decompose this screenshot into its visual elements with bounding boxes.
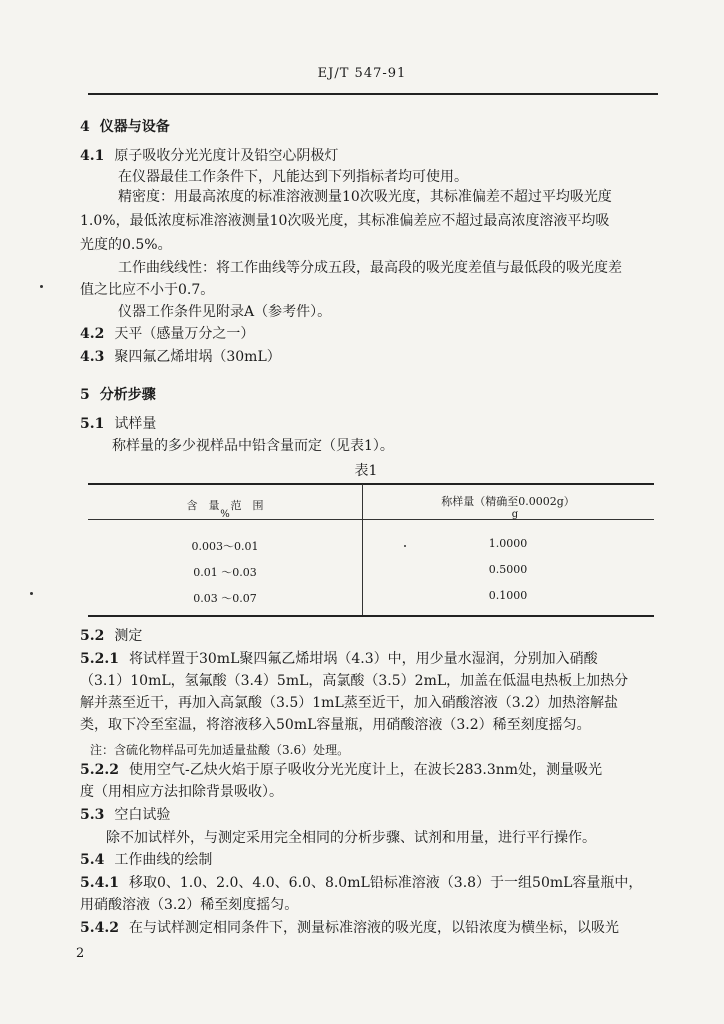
table-header-mass-unit: g <box>511 509 519 520</box>
section-5-1-title: 试样量 <box>114 416 157 432</box>
paragraph-instrument-conditions: 仪器工作条件见附录A（参考件）。 <box>118 304 332 320</box>
section-4-title: 仪器与设备 <box>99 119 170 135</box>
section-5-2-1-line3: 解并蒸至近干，再加入高氯酸（3.5）1mL蒸至近干，加入硝酸溶液（3.2）加热溶解盐 <box>80 695 619 711</box>
section-5-3-number: 5.3 <box>80 807 105 823</box>
section-5-1-heading <box>80 415 156 433</box>
section-5-title: 分析步骤 <box>99 387 156 403</box>
section-5-2-2-line1 <box>80 761 602 779</box>
page-number: 2 <box>76 946 85 961</box>
section-4-number: 4 <box>80 119 90 135</box>
table-1-title: 表1 <box>354 463 378 479</box>
section-5-2-1-line2: （3.1）10mL，氢氟酸（3.4）5mL，高氯酸（3.5）2mL，加盖在低温电热板上加热分 <box>80 673 629 689</box>
table-cell-range: 0.03 ～0.07 <box>193 592 257 605</box>
table-header-mass: 称样量（精确至0.0002g） <box>441 495 575 508</box>
table-cell-range: 0.01 ～0.03 <box>193 566 257 579</box>
table-top-rule <box>88 483 654 485</box>
section-5-4-number: 5.4 <box>80 852 105 868</box>
paragraph-blank-test: 除不加试样外，与测定采用完全相同的分析步骤、试剂和用量，进行平行操作。 <box>106 830 596 846</box>
section-5-2-number: 5.2 <box>80 628 105 644</box>
scan-speck <box>30 592 33 595</box>
section-4-3-title: 聚四氟乙烯坩埚（30mL） <box>114 349 281 365</box>
table-header-range: 含 量 范 围 <box>186 499 264 512</box>
section-5-2-2-number: 5.2.2 <box>80 762 119 778</box>
section-5-4-2-text-1: 在与试样测定相同条件下，测量标准溶液的吸光度，以铅浓度为横坐标，以吸光 <box>128 920 619 936</box>
section-5-4-2-line1 <box>80 919 619 937</box>
paragraph-precision-line2: 1.0%，最低浓度标准溶液测量10次吸光度，其标准偏差应不超过最高浓度溶液平均吸 <box>80 213 610 229</box>
section-4-2-title: 天平（感量万分之一） <box>114 326 255 342</box>
section-5-heading <box>80 386 156 404</box>
table-cell-mass: 0.5000 <box>488 563 528 576</box>
table-cell-mass: 0.1000 <box>488 589 528 602</box>
section-4-3-number: 4.3 <box>80 349 105 365</box>
paragraph-conditions: 在仪器最佳工作条件下，凡能达到下列指标者均可使用。 <box>118 169 468 185</box>
section-5-2-title: 测定 <box>114 628 143 644</box>
section-5-3-heading <box>80 806 170 824</box>
table-header-range-unit: % <box>220 509 230 520</box>
section-5-4-1-text-1: 移取0、1.0、2.0、4.0、6.0、8.0mL铅标准溶液（3.8）于一组50mL容量瓶中， <box>128 875 643 891</box>
section-4-3-heading <box>80 348 281 366</box>
paragraph-linearity-line1: 工作曲线线性：将工作曲线等分成五段，最高段的吸光度差值与最低段的吸光度差 <box>118 260 622 276</box>
section-5-2-1-line4: 类，取下冷至室温，将溶液移入50mL容量瓶，用硝酸溶液（3.2）稀至刻度摇匀。 <box>80 717 591 733</box>
section-5-2-2-line2: 度（用相应方法扣除背景吸收）。 <box>80 784 283 800</box>
note: 注：含硫化物样品可先加适量盐酸（3.6）处理。 <box>90 743 350 757</box>
paragraph-linearity-line2: 值之比应不小于0.7。 <box>80 282 215 298</box>
paragraph-precision-line3: 光度的0.5%。 <box>80 237 172 253</box>
section-5-4-title: 工作曲线的绘制 <box>114 852 213 868</box>
table-bottom-rule <box>88 615 654 617</box>
section-4-2-number: 4.2 <box>80 326 105 342</box>
section-4-2-heading <box>80 325 254 343</box>
section-5-4-1-line2: 用硝酸溶液（3.2）稀至刻度摇匀。 <box>80 897 299 913</box>
scan-speck <box>404 545 406 547</box>
section-5-4-1-number: 5.4.1 <box>80 875 119 891</box>
section-5-number: 5 <box>80 387 90 403</box>
section-5-4-heading <box>80 851 212 869</box>
section-5-2-1-text-1: 将试样置于30mL聚四氟乙烯坩埚（4.3）中，用少量水湿润，分别加入硝酸 <box>128 651 598 667</box>
section-5-3-title: 空白试验 <box>114 807 171 823</box>
paragraph-sample-mass: 称样量的多少视样品中铅含量而定（见表1）。 <box>112 438 394 454</box>
section-5-2-1-line1 <box>80 650 598 668</box>
section-4-1-title: 原子吸收分光光度计及铅空心阴极灯 <box>114 148 339 164</box>
section-4-1-heading <box>80 147 338 165</box>
scan-speck <box>40 285 43 288</box>
section-4-heading <box>80 118 170 136</box>
section-5-4-2-number: 5.4.2 <box>80 920 119 936</box>
section-5-2-2-text-1: 使用空气-乙炔火焰于原子吸收分光光度计上，在波长283.3nm处，测量吸光 <box>128 762 603 778</box>
section-5-2-1-number: 5.2.1 <box>80 651 119 667</box>
header-rule <box>88 93 658 95</box>
section-5-4-1-line1 <box>80 874 642 892</box>
section-4-1-number: 4.1 <box>80 148 105 164</box>
paragraph-precision-line1: 精密度：用最高浓度的标准溶液测量10次吸光度，其标准偏差不超过平均吸光度 <box>118 189 612 205</box>
section-5-2-heading <box>80 627 142 645</box>
table-cell-mass: 1.0000 <box>488 537 528 550</box>
table-cell-range: 0.003～0.01 <box>191 540 259 553</box>
document-code: EJ/T 547-91 <box>317 66 407 81</box>
section-5-1-number: 5.1 <box>80 416 105 432</box>
